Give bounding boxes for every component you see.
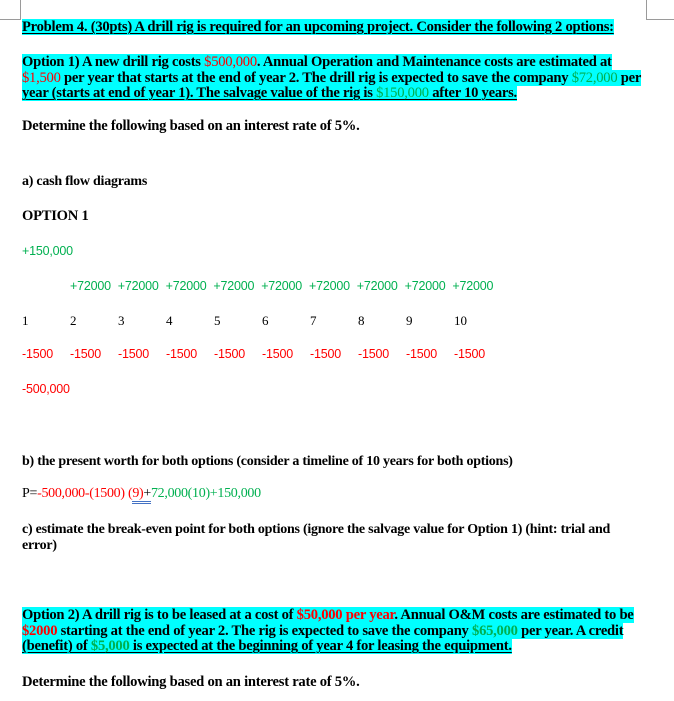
present-worth-formula [22,486,261,502]
option2-text: . Annual O&M costs are estimated to be [394,607,634,623]
cash-flow-year-label: 3 [118,313,125,328]
cash-flow-om-value: -1500 [406,347,437,361]
cash-flow-om-value: -1500 [358,347,389,361]
option1-cost-value: $500,000 [204,54,257,70]
cash-flow-om-value: -1500 [454,347,485,361]
cash-flow-year-label: 8 [358,313,365,328]
part-c-line-1: c) estimate the break-even point for both options (ignore the salvage value for Option 1) (hint: trial and [22,522,611,537]
cash-flow-om-value: -1500 [310,347,341,361]
cash-flow-savings-value: +72000 [309,279,350,293]
determine-rate-1: Determine the following based on an interest rate of 5%. [22,118,360,134]
determine-rate-2: Determine the following based on an interest rate of 5%. [22,674,360,690]
cash-flow-year-label: 5 [214,313,221,328]
cash-flow-savings-value: +72000 [404,279,446,293]
cash-flow-year-label: 9 [406,313,413,328]
problem-title-text: Problem 4. (30pts) A drill rig is required for an upcoming project. Consider the following 2 options: [22,19,614,35]
cash-flow-year-label: 7 [310,313,317,328]
option1-cost-value: $1,500 [22,69,61,86]
option1-benefit-value: $150,000 [376,85,429,102]
cash-flow-year-label: 6 [262,313,269,328]
cash-flow-year-label: 1 [22,313,29,328]
cash-flow-year-label: 4 [166,313,173,328]
cash-flow-om-value: -1500 [118,347,149,361]
part-a-label: a) cash flow diagrams [22,174,148,189]
cash-flow-savings-value: +72000 [213,279,255,293]
page-corner-mark-right [646,0,674,20]
cash-flow-savings-value: +72000 [452,279,494,293]
option2-text: per year. A credit [517,622,624,639]
cash-flow-om-value: -1500 [22,347,53,361]
cash-flow-initial-cost: -500,000 [22,382,70,396]
cash-flow-salvage: +150,000 [22,244,73,258]
option1-line-1 [22,54,612,70]
cash-flow-savings-value: +72000 [165,279,207,293]
cash-flow-om-value: -1500 [70,347,101,361]
cash-flow-year-label: 2 [70,313,77,328]
page-corner-mark-left [0,0,21,20]
option1-text: . Annual Operation and Maintenance costs are estimated at [256,54,612,70]
option2-line-1 [22,607,634,623]
option2-paragraph [22,608,634,655]
problem-title [22,20,614,36]
option1-line-3 [22,85,517,101]
cash-flow-om-value: -1500 [214,347,245,361]
option1-heading: OPTION 1 [22,208,89,224]
part-c-label [22,522,610,553]
cash-flow-savings-value: +72000 [117,279,159,293]
option2-text: Option 2) A drill rig is to be leased at a cost of [22,607,297,623]
option1-benefit-value: $72,000 [571,69,618,86]
option1-text: after 10 years. [428,85,517,102]
option2-lease-cost: $50,000 per year [296,607,395,623]
option2-text: starting at the end of year 2. The rig is expected to save the company [57,622,473,639]
formula-red-part: -500,000-(1500) ( [37,486,133,501]
formula-green-part: 72,000(10)+150,000 [150,486,261,501]
option1-text: per [617,69,642,86]
formula-grammar-flagged[interactable]: 9) [132,486,143,504]
option2-credit: $5,000 [90,638,130,655]
option1-line-2 [22,70,641,86]
cash-flow-year-label: 10 [454,313,467,328]
part-b-label: b) the present worth for both options (consider a timeline of 10 years for both options) [22,454,513,469]
option2-savings: $65,000 [472,622,518,639]
formula-p: P= [22,486,38,501]
cash-flow-savings-value: +72000 [70,279,111,293]
cash-flow-savings-value: +72000 [261,279,303,293]
option2-text: is expected at the beginning of year 4 for leasing the equipment. [129,638,512,655]
part-c-line-2: error) [22,537,57,553]
option1-text: per year that starts at the end of year 2. The drill rig is expected to save the company [60,69,572,86]
option1-text: Option 1) A new drill rig costs [22,54,205,70]
cash-flow-om-value: -1500 [166,347,197,361]
option2-line-3 [22,638,512,654]
option2-om-cost: $2000 [22,622,58,639]
option2-text: (benefit) of [22,638,91,655]
cash-flow-savings-value: +72000 [356,279,398,293]
option1-paragraph [22,55,641,102]
option2-line-2 [22,623,623,639]
formula-plus[interactable]: + [143,486,151,504]
cash-flow-om-value: -1500 [262,347,293,361]
option1-text: year (starts at end of year 1). The salvage value of the rig is [22,85,377,102]
